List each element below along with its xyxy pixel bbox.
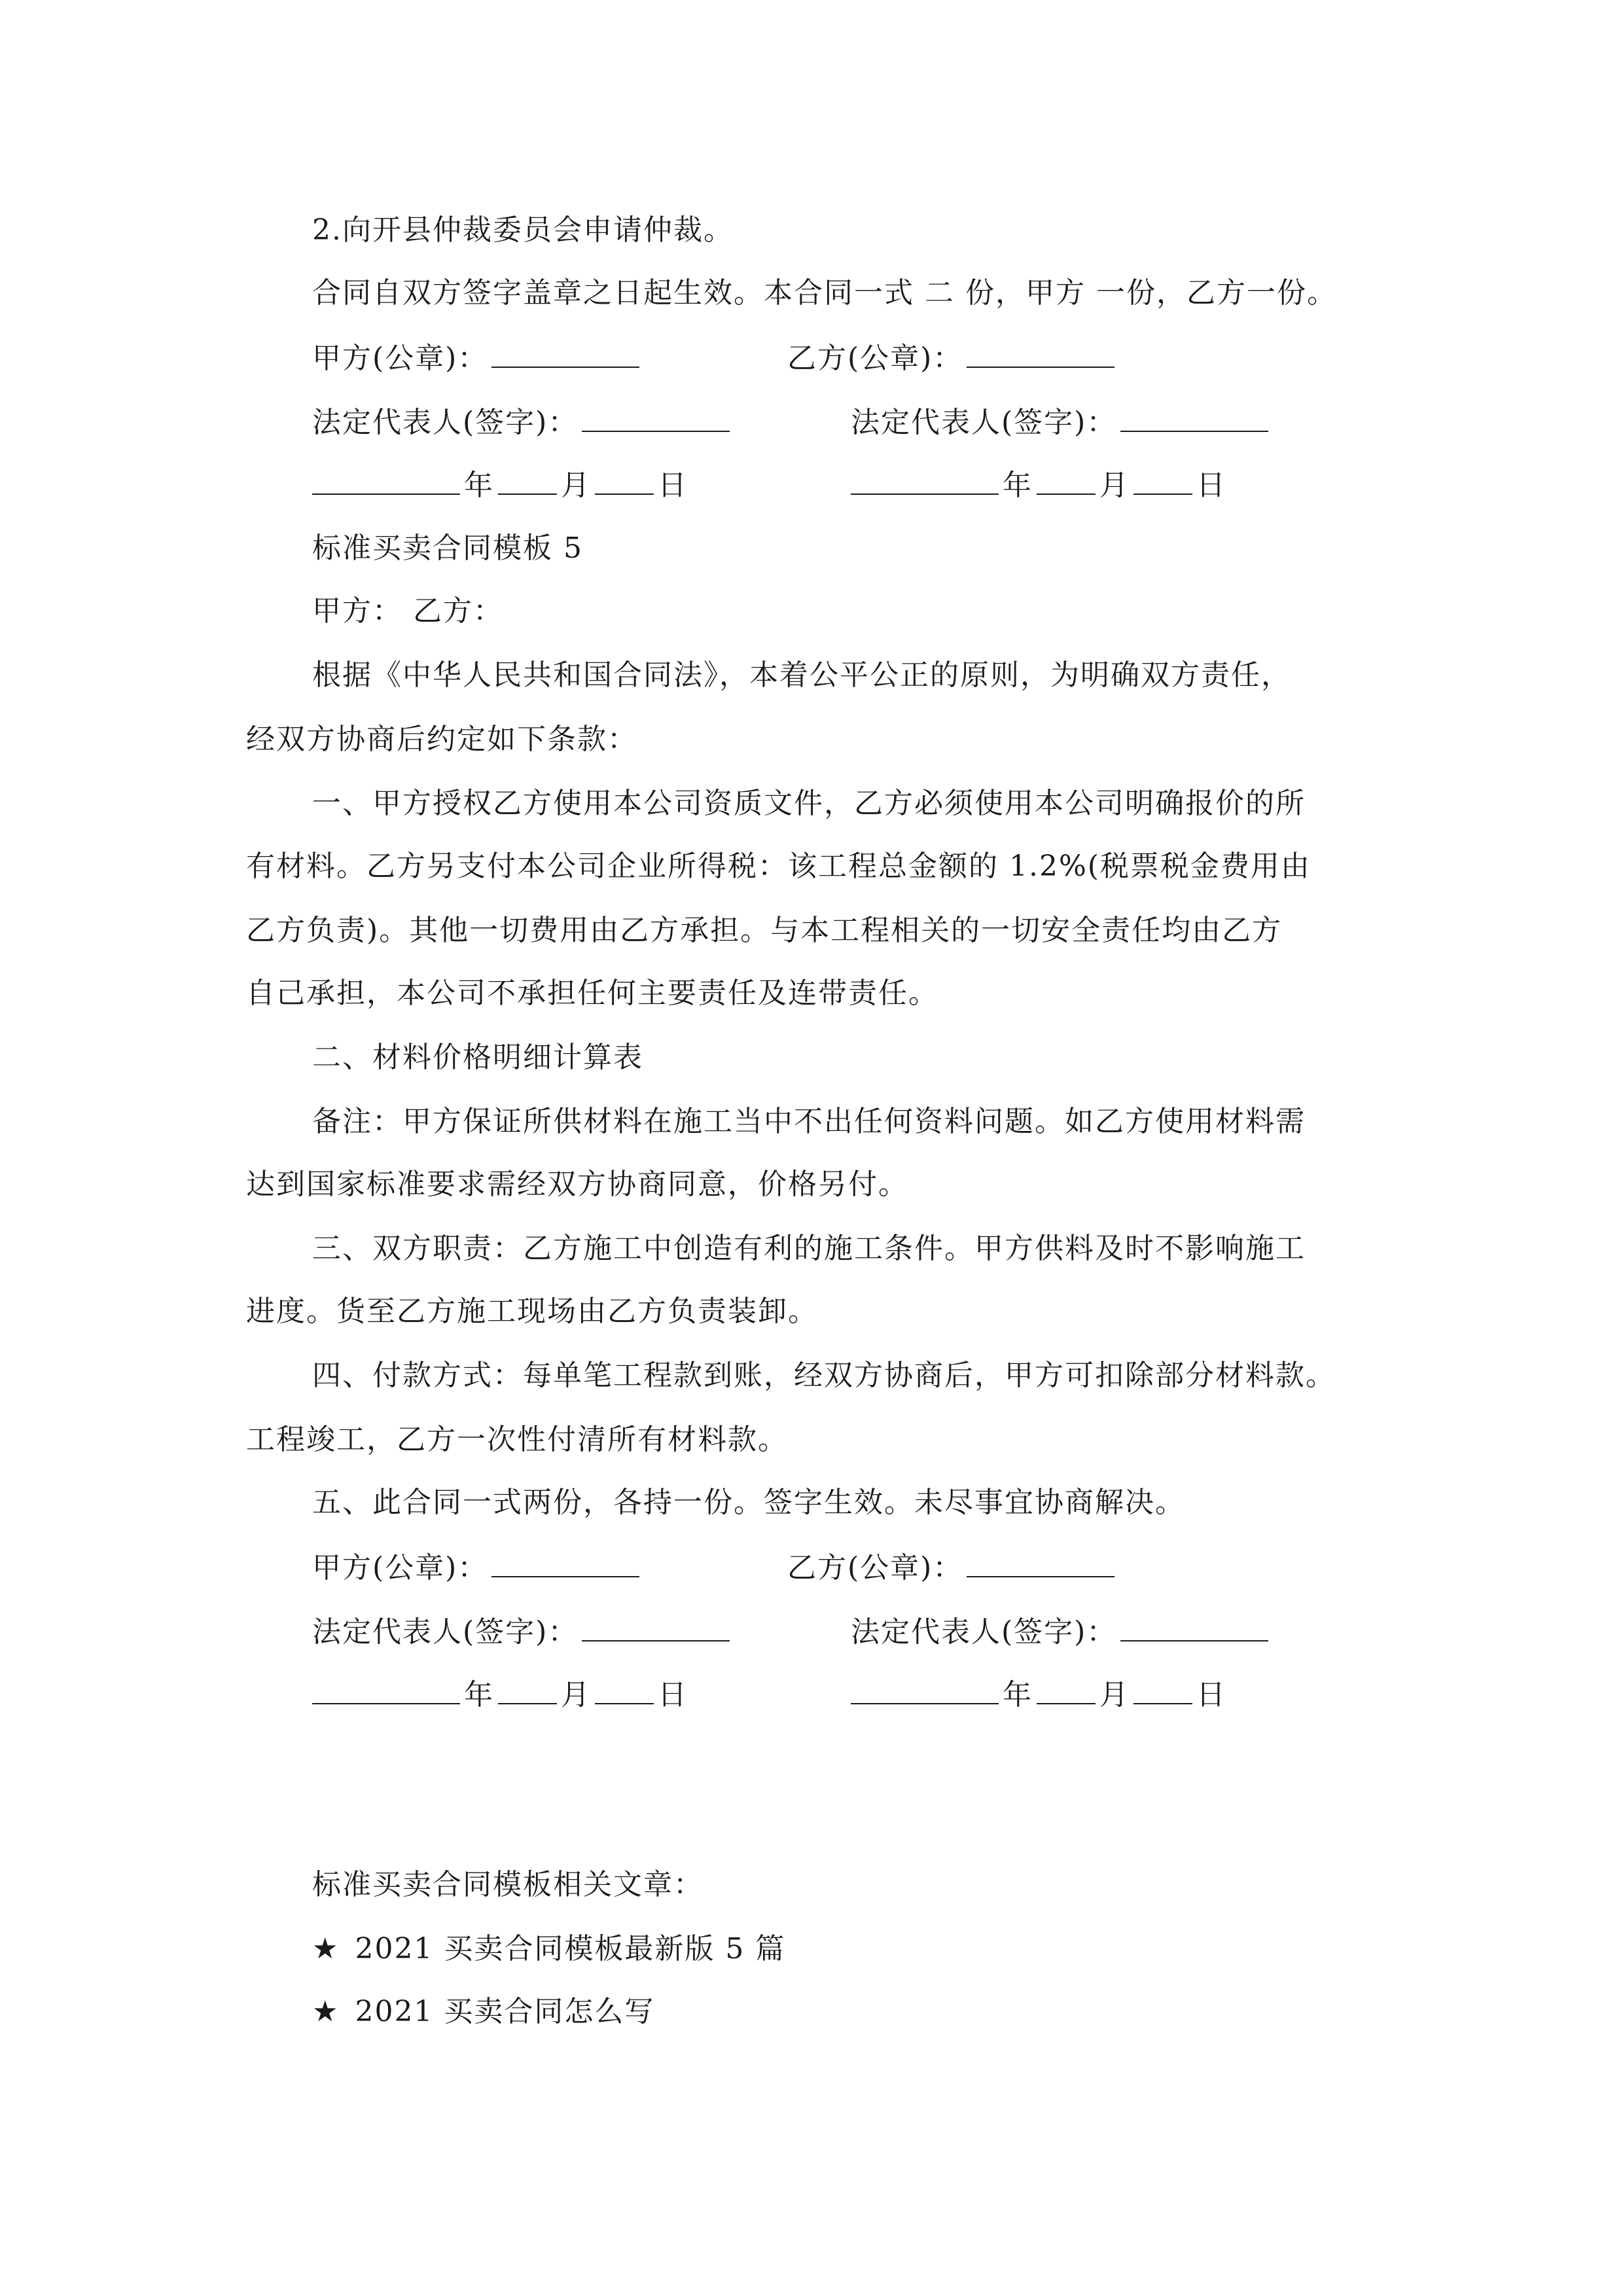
parties-line: 甲方： 乙方： xyxy=(312,594,503,628)
related-heading: 标准买卖合同模板相关文章： xyxy=(312,1868,704,1901)
related-item[interactable] xyxy=(312,1929,785,1969)
date-a-year-label: 年 xyxy=(464,469,494,502)
section-title: 标准买卖合同模板 5 xyxy=(312,531,583,565)
date-a-line xyxy=(312,465,688,505)
party-b-seal-label: 乙方(公章)： xyxy=(787,342,963,375)
clause-3-line-2: 进度。货至乙方施工现场由乙方负责装卸。 xyxy=(246,1295,818,1328)
date-b-month-label: 月 xyxy=(1099,1678,1130,1712)
clause-1-line-3: 乙方负责)。其他一切费用由乙方承担。与本工程相关的一切安全责任均由乙方 xyxy=(246,914,1283,947)
related-item-link[interactable]: 2021 买卖合同怎么写 xyxy=(355,1995,655,2028)
date-a-month-blank xyxy=(498,465,557,495)
star-icon: ★ xyxy=(312,1995,340,2028)
date-a-month-label: 月 xyxy=(561,469,591,502)
clause-3-line-1: 三、双方职责：乙方施工中创造有利的施工条件。甲方供料及时不影响施工 xyxy=(312,1232,1306,1265)
rep-b-blank xyxy=(1120,1611,1268,1641)
party-a-seal-label: 甲方(公章)： xyxy=(312,1551,488,1585)
date-b-year-label: 年 xyxy=(1003,1678,1033,1712)
date-a-day-blank xyxy=(595,465,654,495)
clause-1-line-2: 有材料。乙方另支付本公司企业所得税：该工程总金额的 1.2%(税票税金费用由 xyxy=(246,850,1311,883)
note-line-1: 备注：甲方保证所供材料在施工当中不出任何资料问题。如乙方使用材料需 xyxy=(312,1105,1306,1138)
rep-a-line xyxy=(312,402,734,442)
rep-a-blank xyxy=(582,1611,730,1641)
rep-a-label: 法定代表人(签字)： xyxy=(312,1615,579,1649)
date-b-line xyxy=(851,465,1226,505)
clause-5: 五、此合同一式两份，各持一份。签字生效。未尽事宜协商解决。 xyxy=(312,1486,1185,1519)
rep-b-blank xyxy=(1120,402,1268,432)
date-b-day-blank xyxy=(1133,1674,1192,1704)
date-b-month-blank xyxy=(1037,465,1096,495)
party-b-seal-blank xyxy=(967,338,1115,368)
party-a-seal-label: 甲方(公章)： xyxy=(312,342,488,375)
date-b-month-blank xyxy=(1037,1674,1096,1704)
rep-b-line-2 xyxy=(851,1611,1272,1652)
rep-a-blank xyxy=(582,402,730,432)
date-a-year-blank xyxy=(312,1674,460,1704)
date-b-year-blank xyxy=(851,465,999,495)
clause-1-line-4: 自己承担，本公司不承担任何主要责任及连带责任。 xyxy=(246,977,938,1010)
note-line-2: 达到国家标准要求需经双方协商同意，价格另付。 xyxy=(246,1168,908,1201)
date-b-year-label: 年 xyxy=(1003,469,1033,502)
paragraph-arbitration: 2.向开县仲裁委员会申请仲裁。 xyxy=(312,213,734,247)
date-b-line-2 xyxy=(851,1674,1226,1715)
clause-2: 二、材料价格明细计算表 xyxy=(312,1041,643,1074)
clause-4-line-2: 工程竣工，乙方一次性付清所有材料款。 xyxy=(246,1423,788,1456)
rep-b-line xyxy=(851,402,1272,442)
star-icon: ★ xyxy=(312,1932,340,1965)
related-item-link[interactable]: 2021 买卖合同模板最新版 5 篇 xyxy=(355,1932,786,1965)
rep-a-label: 法定代表人(签字)： xyxy=(312,406,579,439)
date-b-month-label: 月 xyxy=(1099,469,1130,502)
rep-b-label: 法定代表人(签字)： xyxy=(851,1615,1117,1649)
clause-1-line-1: 一、甲方授权乙方使用本公司资质文件，乙方必须使用本公司明确报价的所 xyxy=(312,787,1306,820)
date-a-month-label: 月 xyxy=(561,1678,591,1712)
date-a-day-label: 日 xyxy=(658,1678,688,1712)
party-a-seal-line xyxy=(312,338,643,378)
date-b-day-label: 日 xyxy=(1196,469,1226,502)
party-a-seal-blank xyxy=(491,338,639,368)
paragraph-effective: 合同自双方签字盖章之日起生效。本合同一式 二 份，甲方 一份，乙方一份。 xyxy=(312,276,1337,310)
rep-a-line-2 xyxy=(312,1611,734,1652)
party-b-seal-line-2 xyxy=(787,1547,1118,1588)
intro-line-1: 根据《中华人民共和国合同法》，本着公平公正的原则，为明确双方责任， xyxy=(312,658,1291,692)
date-a-year-blank xyxy=(312,465,460,495)
intro-line-2: 经双方协商后约定如下条款： xyxy=(246,723,637,756)
party-a-seal-line-2 xyxy=(312,1547,643,1588)
rep-b-label: 法定代表人(签字)： xyxy=(851,406,1117,439)
related-item[interactable] xyxy=(312,1992,654,2032)
date-a-year-label: 年 xyxy=(464,1678,494,1712)
party-b-seal-line xyxy=(787,338,1118,378)
date-a-day-label: 日 xyxy=(658,469,688,502)
date-b-day-label: 日 xyxy=(1196,1678,1226,1712)
party-b-seal-label: 乙方(公章)： xyxy=(787,1551,963,1585)
date-b-year-blank xyxy=(851,1674,999,1704)
party-a-seal-blank xyxy=(491,1547,639,1577)
date-b-day-blank xyxy=(1133,465,1192,495)
date-a-month-blank xyxy=(498,1674,557,1704)
clause-4-line-1: 四、付款方式：每单笔工程款到账，经双方协商后，甲方可扣除部分材料款。 xyxy=(312,1359,1336,1392)
date-a-line-2 xyxy=(312,1674,688,1715)
date-a-day-blank xyxy=(595,1674,654,1704)
party-b-seal-blank xyxy=(967,1547,1115,1577)
